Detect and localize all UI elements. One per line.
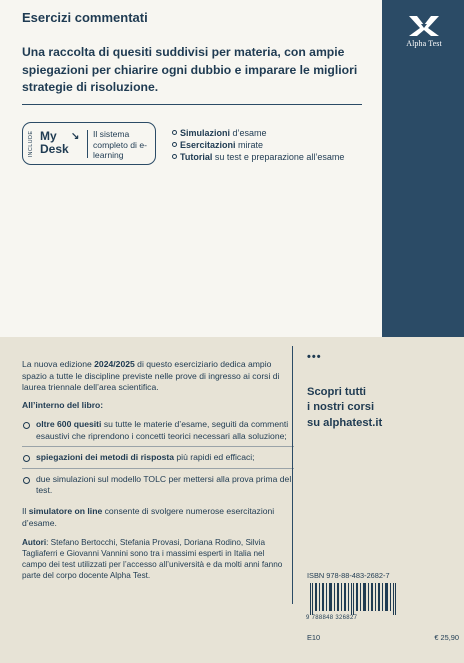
mydesk-description: Il sistema completo di e-learning xyxy=(93,129,147,160)
intro-text: Una raccolta di quesiti suddivisi per materia, con ampie spiegazioni per chiarire ogni dubbio e imparare le migliori strategie di risoluzione. xyxy=(22,45,358,94)
list-divider xyxy=(22,446,294,447)
dots-icon: ••• xyxy=(307,351,322,363)
contents-list xyxy=(22,419,294,497)
feature-item: Tutorial su test e preparazione all’esame xyxy=(172,151,344,163)
barcode-image xyxy=(306,583,402,615)
bullet-icon xyxy=(172,142,177,147)
feature-list xyxy=(172,127,344,164)
edition-paragraph: La nuova edizione 2024/2025 di questo eserciziario dedica ampio spazio a tutte le discipline previste nelle prove di ingresso ai corsi di laurea triennale dell’area scientifica. xyxy=(22,359,280,393)
inside-heading: All’interno del libro: xyxy=(22,400,104,410)
mydesk-badge xyxy=(22,122,156,165)
list-divider xyxy=(22,468,294,469)
section-title: Esercizi commentati xyxy=(22,10,148,25)
promo-text: Scopri tutti i nostri corsi su alphatest.it xyxy=(307,386,383,429)
bullet-icon xyxy=(172,154,177,159)
isbn-text: ISBN 978-88-483-2682-7 xyxy=(307,571,390,580)
badge-divider xyxy=(87,130,88,158)
barcode-digits: 9 788848 326827 xyxy=(306,615,358,621)
price-row xyxy=(307,633,459,642)
arrow-icon: ↘ xyxy=(71,131,80,142)
feature-item: Simulazioni d’esame xyxy=(172,127,344,139)
simulator-paragraph: Il simulatore on line consente di svolgere numerose esercitazioni d’esame. xyxy=(22,506,275,528)
bullet-icon xyxy=(172,130,177,135)
brand-sidebar xyxy=(382,0,464,337)
price-label: € 25,90 xyxy=(434,633,459,642)
list-item: spiegazioni dei metodi di risposta più rapidi ed efficaci; xyxy=(22,452,294,464)
feature-item: Esercitazioni mirate xyxy=(172,139,344,151)
vertical-divider xyxy=(292,346,293,604)
divider xyxy=(22,104,362,105)
mydesk-name: My Desk xyxy=(40,129,69,156)
barcode-panel xyxy=(302,571,464,649)
alpha-test-logo xyxy=(398,14,450,48)
list-item: oltre 600 quesiti su tutte le materie d’esame, seguiti da commenti esaustivi che riprendono i concetti teorici necessari alla soluzione; xyxy=(22,419,294,442)
include-label: INCLUDE xyxy=(28,130,34,158)
product-code: E10 xyxy=(307,633,321,642)
authors-paragraph: Autori: Stefano Bertocchi, Stefania Provasi, Doriana Rodino, Silvia Tagliaferri e Giovanni Vannini sono tra i massimi esperti in Italia nel campo dei test utilizzati per l’accesso all’università e da molti anni fanno parte del corpo docente Alpha Test. xyxy=(22,538,283,580)
list-item: due simulazioni sul modello TOLC per mettersi alla prova prima del test. xyxy=(22,474,294,497)
alpha-test-icon xyxy=(407,14,441,38)
logo-text: Alpha Test xyxy=(406,39,442,48)
